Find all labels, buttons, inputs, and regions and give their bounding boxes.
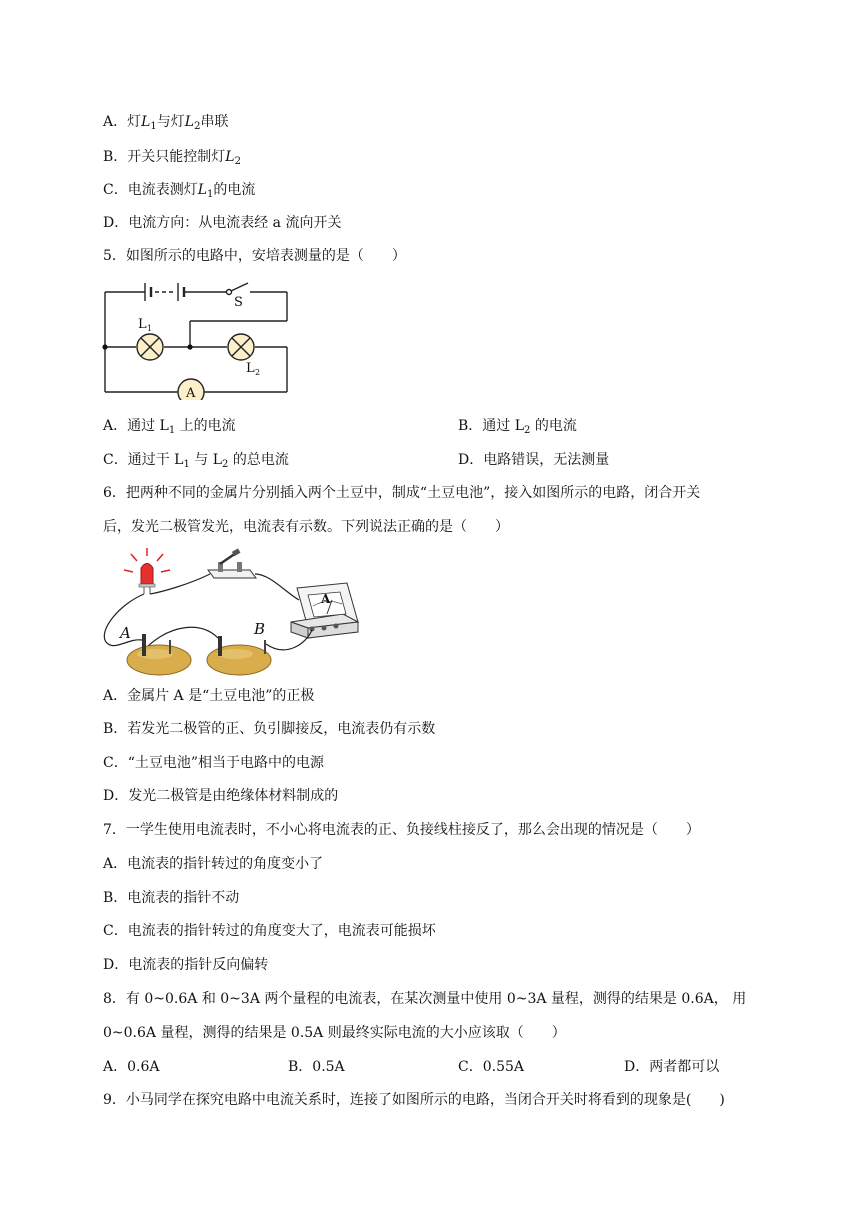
q5-stem: 5．如图所示的电路中，安培表测量的是（ ）: [103, 248, 406, 264]
potato-icon: [127, 645, 191, 675]
q5-option-a: [103, 416, 236, 441]
subscript: 1: [207, 189, 214, 200]
subscript: 2: [234, 156, 241, 167]
q8-option-b: B．0.5A: [288, 1059, 345, 1075]
var-l: L: [225, 149, 235, 165]
option-text: 与 L: [189, 452, 223, 468]
option-text: 的电流: [530, 418, 577, 434]
ammeter-label: A: [186, 386, 196, 400]
q4-option-c-suffix: 的电流: [213, 182, 256, 198]
lamp-l2-subscript: 2: [255, 368, 261, 377]
q6-potato-circuit-figure: [100, 548, 365, 678]
switch-pivot: [227, 290, 232, 295]
subscript: 1: [183, 459, 190, 470]
switch-blade: [231, 283, 248, 291]
q4-option-c-prefix: C．电流表测灯: [103, 182, 198, 198]
q7-option-c: C．电流表的指针转过的角度变大了，电流表可能损坏: [103, 923, 436, 939]
lamp-l1-subscript: 1: [147, 324, 153, 333]
q4-option-d: D．电流方向：从电流表经 a 流向开关: [103, 215, 342, 231]
var-l: L: [197, 182, 208, 198]
q4-option-b-prefix: B．开关只能控制灯: [103, 149, 226, 165]
subscript: 1: [168, 425, 176, 436]
subscript: 2: [524, 425, 531, 436]
q8-stem-line-2: 0~0.6A 量程，测得的结果是 0.5A 则最终实际电流的大小应该取（ ）: [103, 1025, 566, 1041]
wire: [148, 627, 218, 646]
option-text: 的总电流: [228, 452, 289, 468]
q6-stem-line-1: 6．把两种不同的金属片分别插入两个土豆中，制成“土豆电池”，接入如图所示的电路，闭合开关: [103, 485, 701, 501]
q7-stem: 7．一学生使用电流表时，不小心将电流表的正、负接线柱接反了，那么会出现的情况是（ ）: [103, 822, 700, 838]
lamp-l1-label: L: [138, 317, 147, 332]
q5-option-b: [458, 416, 577, 441]
plate-b-label: B: [254, 620, 266, 638]
option-text: B．通过 L: [458, 418, 525, 434]
potato-icon: [207, 645, 271, 675]
q6-option-b: B．若发光二极管的正、负引脚接反，电流表仍有示数: [103, 721, 436, 737]
metal-plate-a: [142, 634, 146, 656]
q6-option-c: C．“土豆电池”相当于电路中的电源: [103, 755, 325, 771]
q8-option-a: A．0.6A: [103, 1059, 160, 1075]
metal-plate: [218, 636, 222, 656]
led-icon: [124, 548, 170, 594]
option-text: 上的电流: [175, 418, 236, 434]
subscript: 1: [150, 121, 157, 132]
wire: [255, 574, 299, 600]
q6-stem-line-2: 后，发光二极管发光，电流表有示数。下列说法正确的是（ ）: [103, 519, 509, 535]
metal-plate-b: [264, 640, 266, 654]
junction-dot: [187, 344, 192, 349]
q4-option-a-mid: 与灯: [156, 114, 185, 130]
q4-option-c: [103, 180, 255, 205]
var-l: L: [184, 114, 195, 130]
metal-plate: [169, 640, 171, 654]
q7-option-a: A．电流表的指针转过的角度变小了: [103, 856, 324, 872]
junction-dot: [102, 344, 107, 349]
q4-option-a-suffix: 串联: [200, 114, 229, 130]
q4-option-a-prefix: A．灯: [103, 114, 142, 130]
q4-option-a: [103, 112, 228, 137]
q7-option-b: B．电流表的指针不动: [103, 890, 240, 906]
q5-circuit-figure: [100, 278, 295, 400]
option-text: A．通过 L: [103, 418, 169, 434]
plate-a-label: A: [120, 624, 131, 642]
switch-label: S: [234, 295, 243, 310]
lamp-l2-label: L: [246, 361, 255, 376]
option-text: C．通过干 L: [103, 452, 184, 468]
lamp-l2-icon: [228, 334, 254, 360]
q9-stem: 9．小马同学在探究电路中电流关系时，连接了如图所示的电路，当闭合开关时将看到的现象是( ): [103, 1092, 725, 1108]
q4-option-b: [103, 147, 241, 172]
knife-switch-icon: [208, 548, 256, 578]
q8-option-d: D．两者都可以: [624, 1059, 720, 1075]
subscript: 2: [194, 121, 201, 132]
q7-option-d: D．电流表的指针反向偏转: [103, 957, 269, 973]
subscript: 2: [222, 459, 229, 470]
ammeter-box-label: A: [321, 592, 331, 606]
wire: [150, 574, 210, 594]
q5-option-d: D．电路错误，无法测量: [458, 452, 610, 468]
q6-option-a: A．金属片 A 是“土豆电池”的正极: [103, 688, 315, 704]
lamp-l1-icon: [137, 334, 163, 360]
var-l: L: [141, 114, 151, 130]
q8-stem-line-1: 8．有 0~0.6A 和 0~3A 两个量程的电流表，在某次测量中使用 0~3A 量程，测得的结果是 0.6A， 用: [103, 991, 747, 1007]
q6-option-d: D．发光二极管是由绝缘体材料制成的: [103, 788, 339, 804]
q5-option-c: [103, 450, 289, 475]
q8-option-c: C．0.55A: [458, 1059, 524, 1075]
